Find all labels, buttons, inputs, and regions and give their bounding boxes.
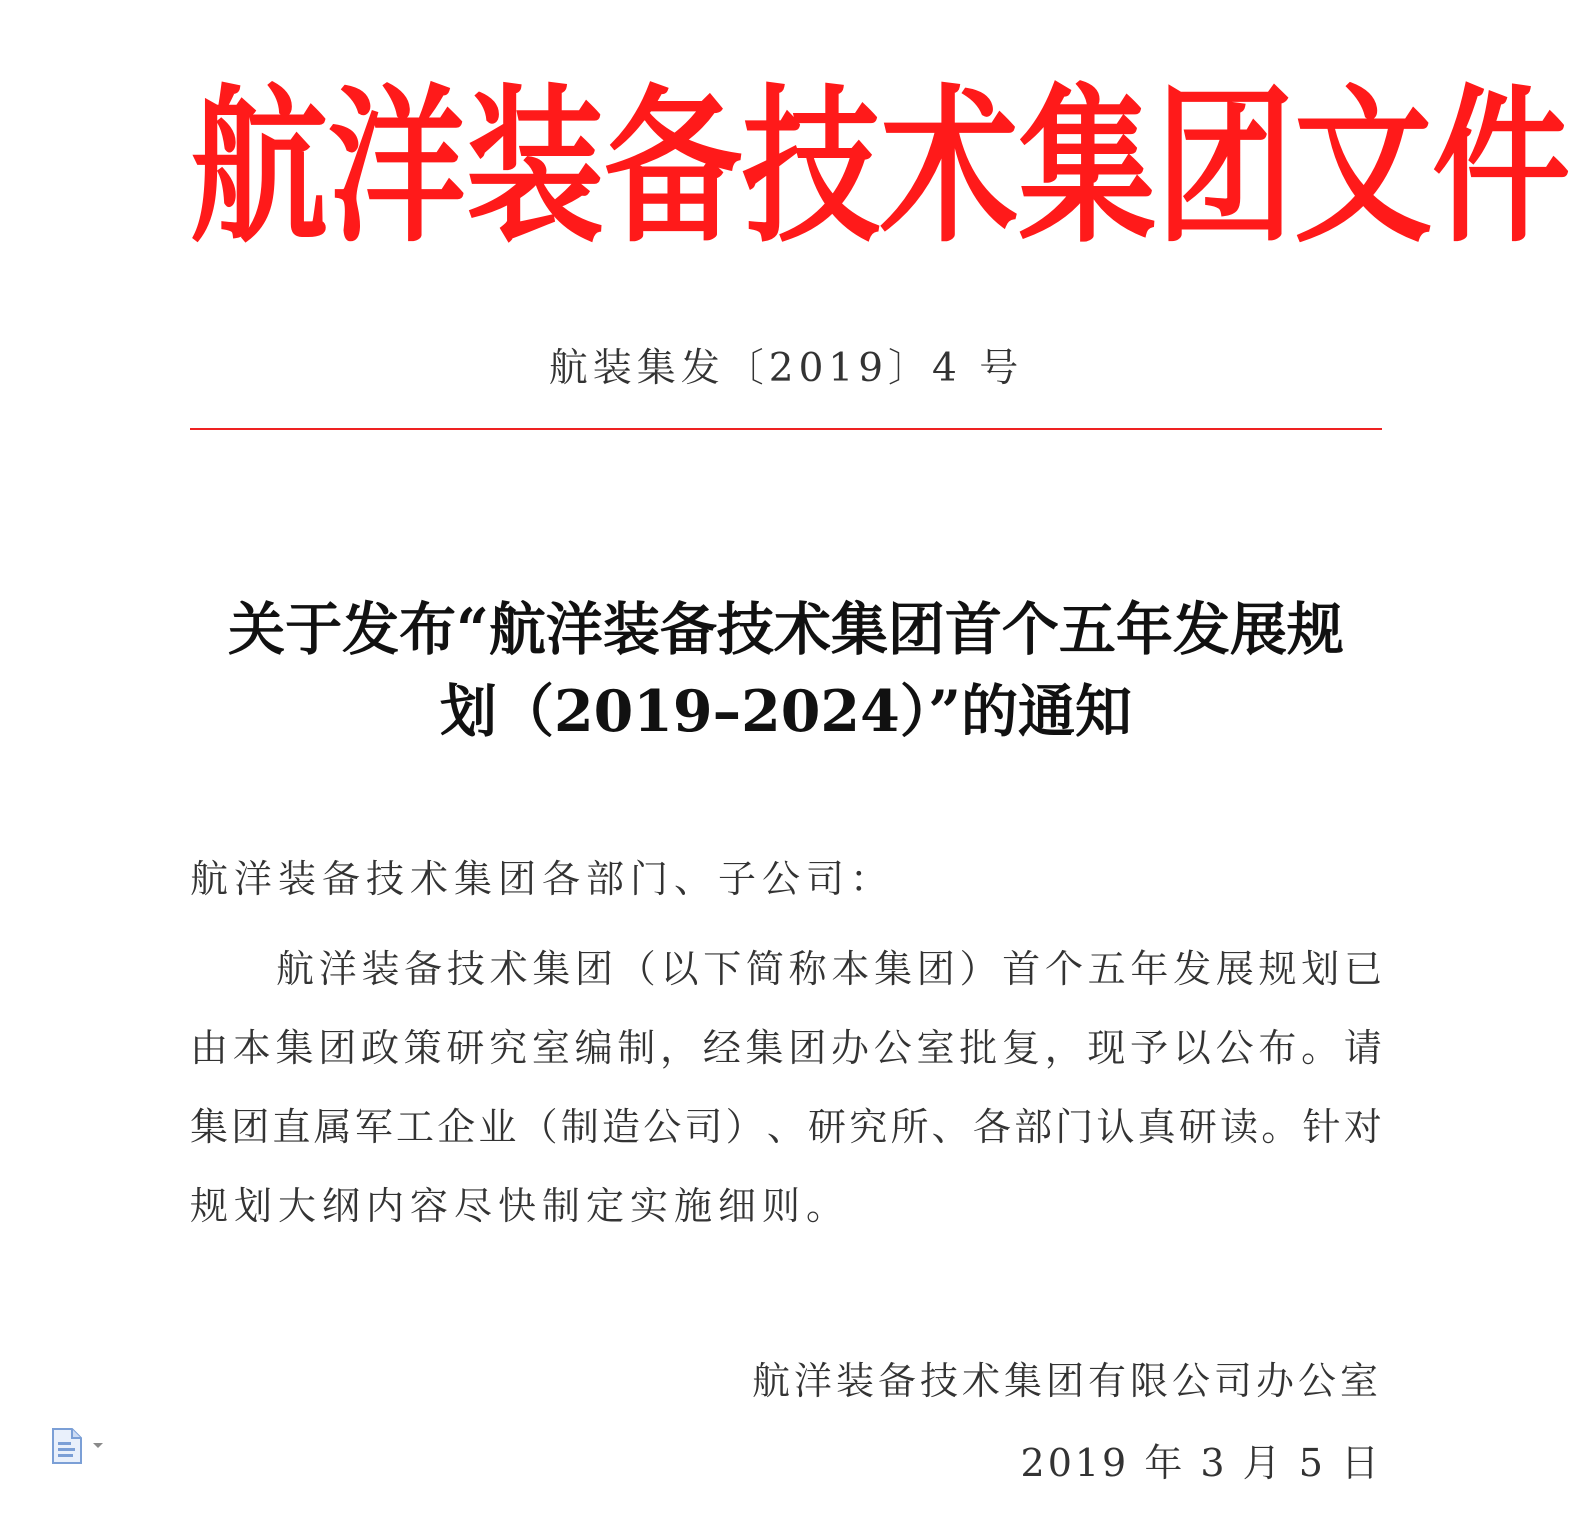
masthead-title xyxy=(190,66,1571,266)
document-number: 航装集发〔2019〕4 号 xyxy=(548,346,1024,391)
masthead-char: 团 xyxy=(1156,66,1295,266)
masthead-char: 件 xyxy=(1432,66,1571,266)
body-line: 航 洋 装 备 技 术 集 团 （ 以 下 简 称 本 集 团 ） 首 个 五 年 发 展 规 划 已 xyxy=(276,947,1382,991)
masthead-char: 术 xyxy=(880,66,1019,266)
masthead-char: 技 xyxy=(742,66,881,266)
signature-block xyxy=(700,1340,1382,1504)
signature-organization: 航洋装备技术集团有限公司办公室 xyxy=(751,1359,1382,1403)
document-options-button[interactable] xyxy=(50,1425,116,1467)
notice-title-line: 关于发布“航洋装备技术集团首个五年发展规 xyxy=(228,596,1344,663)
notice-body xyxy=(190,930,1382,1246)
notice-title-line: 划（2019–2024）”的通知 xyxy=(439,678,1133,745)
body-line: 由 本 集 团 政 策 研 究 室 编 制 ， 经 集 团 办 公 室 批 复 ， 现 予 以 公 布 。 请 xyxy=(190,1026,1382,1070)
document-icon xyxy=(50,1427,84,1465)
signature-date: 2019 年 3 月 5 日 xyxy=(1020,1441,1382,1485)
masthead-char: 航 xyxy=(190,66,329,266)
masthead-char: 洋 xyxy=(328,66,467,266)
caret-down-icon[interactable] xyxy=(92,1442,104,1450)
notice-title xyxy=(190,589,1382,753)
red-divider xyxy=(190,428,1382,430)
body-line: 集 团 直 属 军 工 企 业 （ 制 造 公 司 ） 、 研 究 所 、 各 部 门 认 真 研 读 。 针 对 xyxy=(190,1105,1382,1149)
body-line: 规划大纲内容尽快制定实施细则。 xyxy=(190,1184,851,1228)
salutation: 航洋装备技术集团各部门、子公司： xyxy=(190,857,895,901)
masthead-char: 备 xyxy=(604,66,743,266)
masthead-char: 集 xyxy=(1018,66,1157,266)
masthead-char: 文 xyxy=(1294,66,1433,266)
masthead-char: 装 xyxy=(466,66,605,266)
